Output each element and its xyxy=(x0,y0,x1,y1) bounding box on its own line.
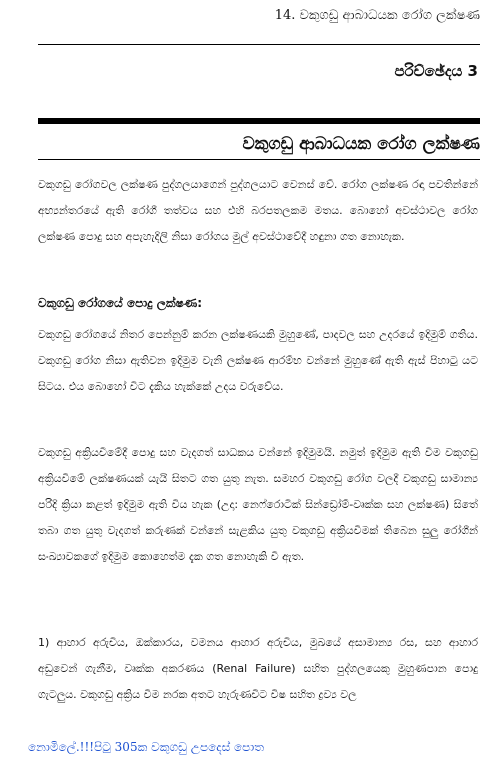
title-divider xyxy=(38,159,480,160)
promo-footer: නොමිලේ.!!!පිටු 305ක වකුගඩු උපදෙස් පොත xyxy=(28,740,265,754)
body-paragraph-2: වකුගඩු රෝගයේ නිතර පෙන්නුම් කරන ලක්ෂණයකි මුහුණේ, පාදවල සහ උදරයේ ඉදිමුම් ගතිය. වකුගඩු රෝග නිසා ඇතිවන ඉදිමුම වැනි ලක්ෂණ ආරම්භ වන්නේ මුහුණේ ඇති ඇස් පිහාටු යට සිටය. එය බොහෝ විට දැකිය හැක්කේ උදය වරුවේය. xyxy=(38,328,478,393)
body-paragraph-4: 1) ආහාර අරුචිය, ඔක්කාරය, වමනය ආහාර අරුචිය, මුඛයේ අසාමාන්‍ය රස, සහ ආහාර අඩුවෙන් ගැනීම, වෘක්ක අකරණය (Renal Failure) සහිත පුද්ගලයෙකු මුහුණපාන පොදු ගැටලුය. වකුගඩු අක්‍රිය වීම නරක අතට හැරුණවිට විෂ සහිත ද්‍රව්‍ය වල xyxy=(38,636,478,701)
chapter-label: පරිච්ඡේදය 3 xyxy=(394,62,478,80)
chapter-divider xyxy=(38,118,480,124)
body-paragraph-3: වකුගඩු අක්‍රියවීමේදී පොදු සහ වැදගත් සාධකය වන්නේ ඉදිමුමයි. නමුත් ඉදිමුම ඇති වීම වකුගඩු අක්‍රියවීමේ ලක්ෂණයක් යැයි සිතට ගත යුතු නැත. සමහර වකුගඩු රෝග වලදී වකුගඩු සාමාන්‍ය පරිදි ක්‍රියා කළත් ඉදිමුම ඇති විය හැක (උදා: නෙෆ්රොටික් සින්ඩ්‍රෝම්-වෘක්ක සහ ලක්ෂණ) සිතේ තබා ගත යුතු වැදගත් කරුණක් වන්නේ සැළකිය යුතු වකුගඩු අක්‍රියවීමක් තිබෙන සුලු රෝගීන් සංඛ්‍යාවකගේ ඉදිමුම කොහෙත්ම දැක ගත නොහැකි වී ඇත. xyxy=(38,446,478,563)
section-subheading: වකුගඩු රෝගයේ පොදු ලක්ෂණ: xyxy=(38,296,202,310)
header-divider xyxy=(38,44,480,45)
chapter-title: වකුගඩු ආබාධයක රෝග ලක්ෂණ xyxy=(242,134,480,154)
intro-paragraph: වකුගඩු රෝගවල ලක්ෂණ පුද්ගලයාගෙන් පුද්ගලයාට වෙනස් වේ. රෝග ලක්ෂණ රඳා පවතින්නේ අභ්‍යන්තරයේ ඇති රෝගී තත්වය සහ එහි බරපතලකම මතය. බොහෝ අවස්ථාවල රෝග ලක්ෂණ පොදු සහ අපැහැදිලි නිසා රෝගය මුල් අවස්ථාවේදී හඳුනා ගත නොහැක. xyxy=(38,178,478,243)
running-header: 14. වකුගඩු ආබාධයක රෝග ලක්ෂණ xyxy=(274,8,480,23)
